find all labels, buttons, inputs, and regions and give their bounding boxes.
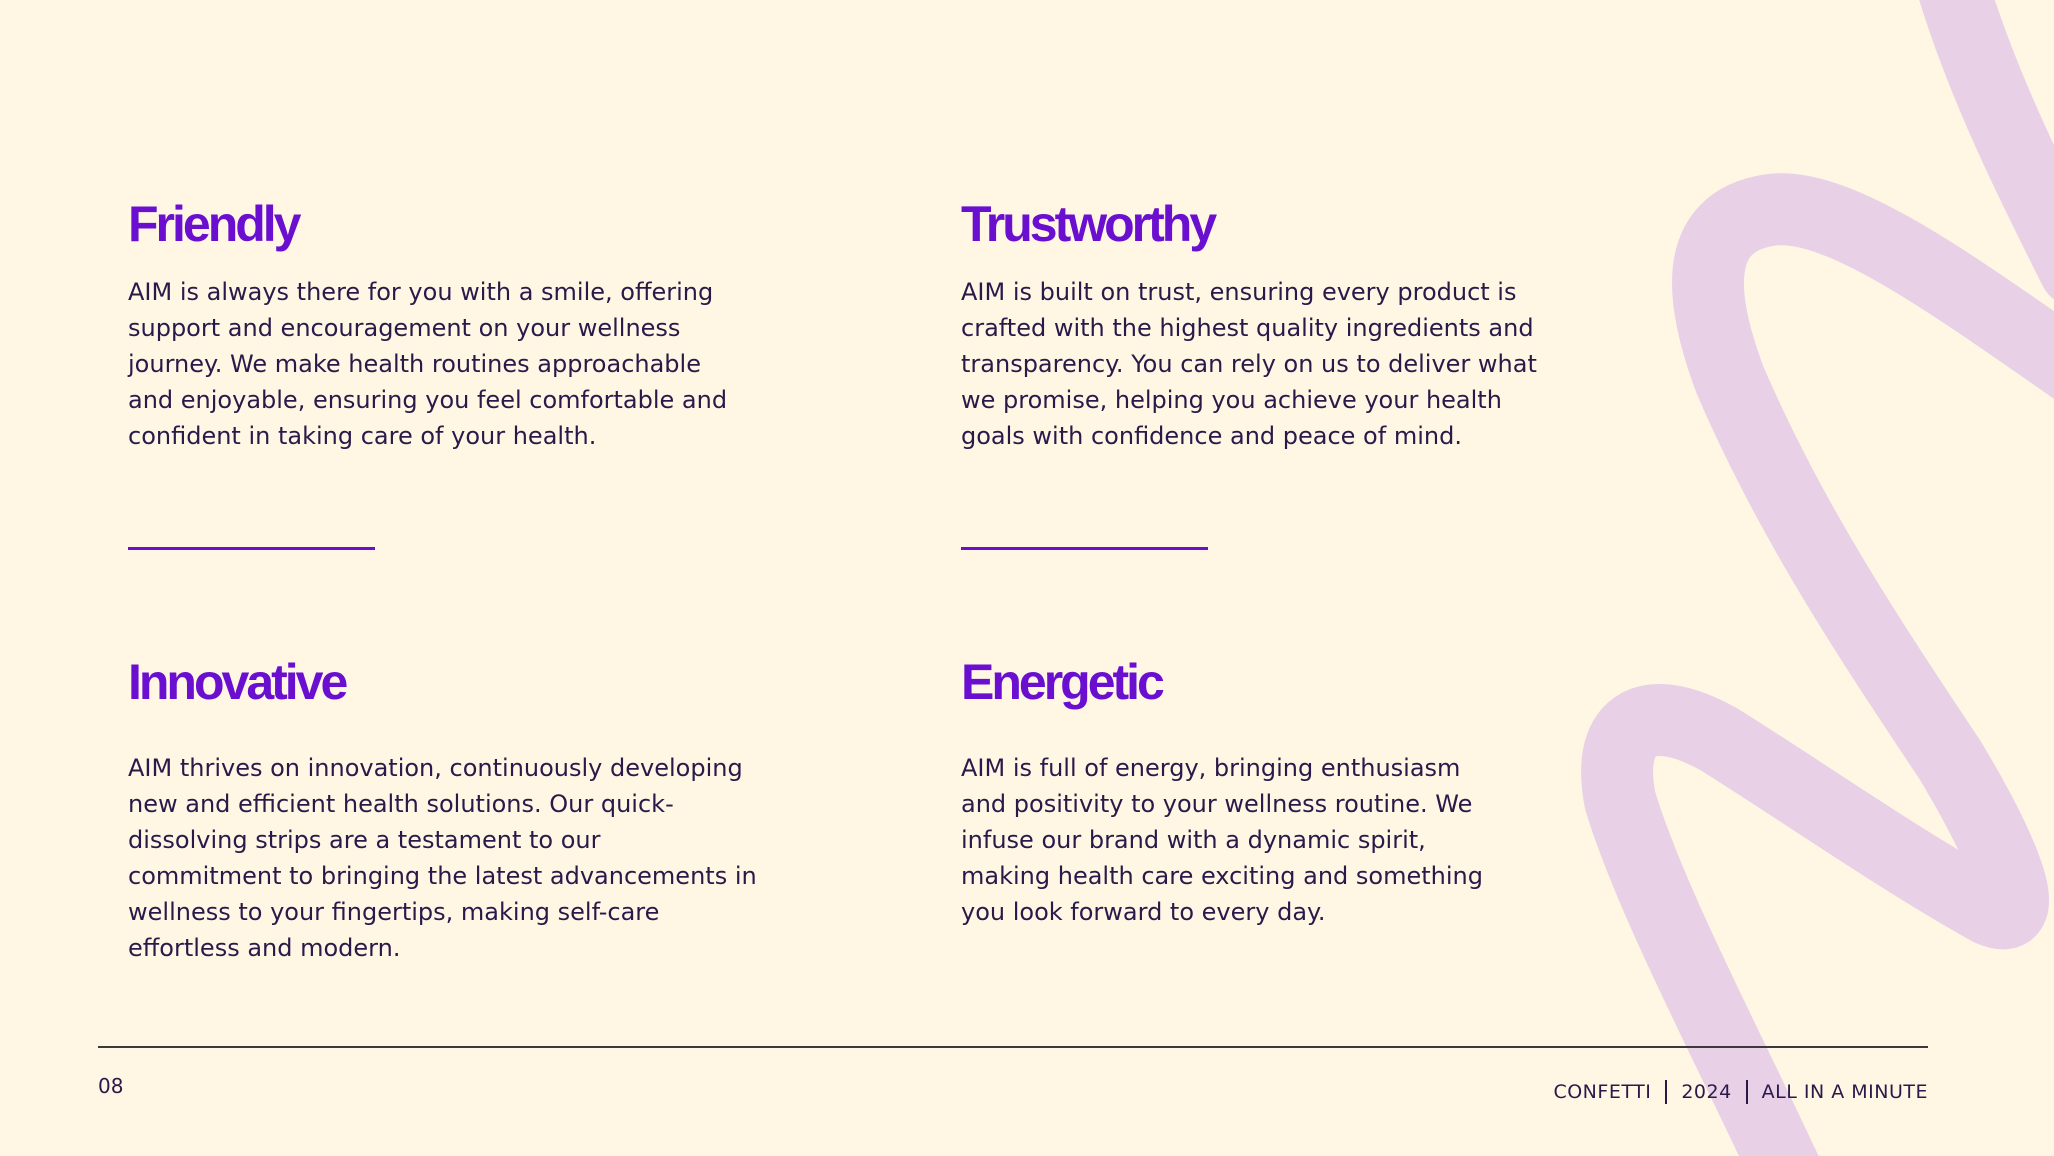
section-title: Trustworthy	[961, 196, 1215, 252]
section-title: Friendly	[128, 196, 299, 252]
section-text: AIM is full of energy, bringing enthusiasm and positivity to your wellness routine. We infuse our brand with a dynamic spirit, making health care exciting and something you look forward to every day.	[961, 754, 1483, 926]
section-trustworthy	[961, 196, 1681, 454]
page-number: 08	[98, 1074, 124, 1098]
footer-divider	[98, 1046, 1928, 1048]
accent-divider	[961, 547, 1208, 550]
footer-tagline: ALL IN A MINUTE	[1761, 1081, 1928, 1103]
section-energetic	[961, 654, 1661, 930]
section-title: Innovative	[128, 654, 346, 710]
footer-separator	[1746, 1080, 1748, 1104]
footer-separator	[1665, 1080, 1667, 1104]
section-text: AIM thrives on innovation, continuously developing new and efficient health solutions. Our quick- dissolving strips are a testament to our commitment to bringing the latest advancements in wellness to your fingertips, making self-care effortless and modern.	[128, 754, 757, 962]
accent-divider	[128, 547, 375, 550]
section-text: AIM is always there for you with a smile, offering support and encouragement on your wellness journey. We make health routines approachable and enjoyable, ensuring you feel comfortable and confident in taking care of your health.	[128, 278, 728, 450]
section-innovative	[128, 654, 868, 966]
section-friendly	[128, 196, 828, 454]
section-text: AIM is built on trust, ensuring every product is crafted with the highest quality ingredients and transparency. You can rely on us to deliver what we promise, helping you achieve your health goals with confidence and peace of mind.	[961, 278, 1537, 450]
footer-brand: CONFETTI	[1553, 1081, 1652, 1103]
footer-year: 2024	[1681, 1081, 1732, 1103]
section-title: Energetic	[961, 654, 1162, 710]
footer-credits	[1553, 1080, 1928, 1104]
